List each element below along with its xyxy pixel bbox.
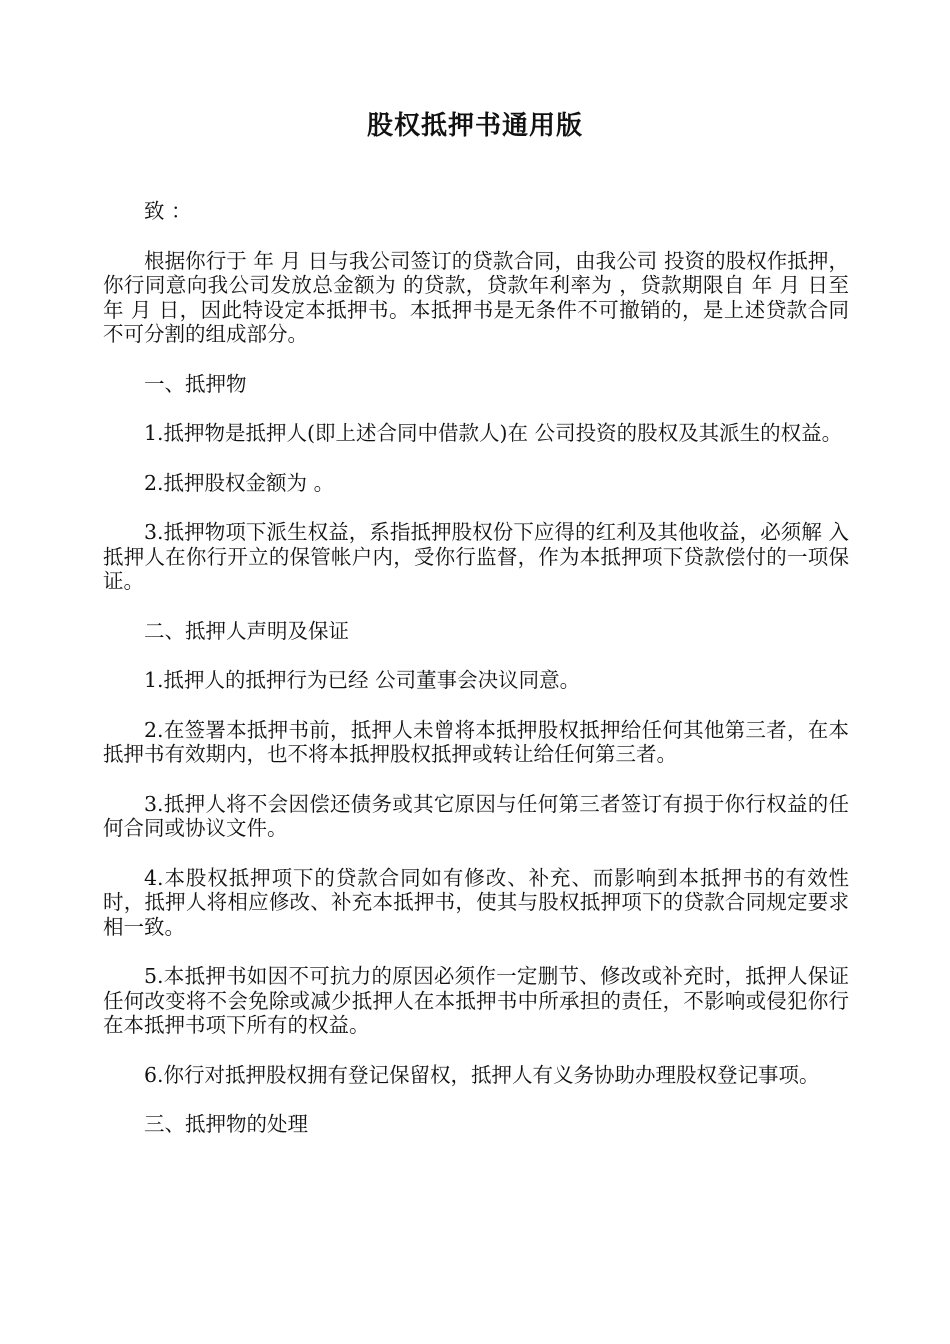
intro-paragraph: 根据你行于 年 月 日与我公司签订的贷款合同，由我公司 投资的股权作抵押，你行同意向我公司发放总金额为 的贷款，贷款年利率为 ，贷款期限自 年 月 日至 年 月 日，因此特设定本抵押书。本抵押书是无条件不可撤销的，是上述贷款合同不可分割的组成部分。 xyxy=(103,248,849,346)
salutation: 致 ： xyxy=(144,199,192,223)
document-body xyxy=(103,199,849,1162)
section-heading: 二、抵押人声明及保证 xyxy=(144,618,349,643)
document-title: 股权抵押书通用版 xyxy=(366,111,583,141)
clause-paragraph: 2.抵押股权金额为 。 xyxy=(144,470,335,495)
section-heading: 三、抵押物的处理 xyxy=(144,1112,308,1136)
clause-paragraph: 1.抵押物是抵押人(即上述合同中借款人)在 公司投资的股权及其派生的权益。 xyxy=(144,421,843,445)
clause-paragraph: 5.本抵押书如因不可抗力的原因必须作一定删节、修改或补充时，抵押人保证任何改变将不会免除或减少抵押人在本抵押书中所承担的责任，不影响或侵犯你行在本抵押书项下所有的权益。 xyxy=(103,964,849,1037)
clause-paragraph: 1.抵押人的抵押行为已经 公司董事会决议同意。 xyxy=(144,668,581,692)
clause-paragraph: 3.抵押物项下派生权益，系指抵押股权份下应得的红利及其他收益，必须解 入抵押人在你行开立的保管帐户内，受你行监督，作为本抵押项下贷款偿付的一项保证。 xyxy=(103,520,849,593)
clause-paragraph: 3.抵押人将不会因偿还债务或其它原因与任何第三者签订有损于你行权益的任何合同或协议文件。 xyxy=(103,791,849,840)
section-heading: 一、抵押物 xyxy=(144,371,247,396)
clause-paragraph: 6.你行对抵押股权拥有登记保留权，抵押人有义务协助办理股权登记事项。 xyxy=(144,1062,820,1087)
clause-paragraph: 2.在签署本抵押书前，抵押人未曾将本抵押股权抵押给任何其他第三者，在本抵押书有效期内，也不将本抵押股权抵押或转让给任何第三者。 xyxy=(103,717,849,766)
clause-paragraph: 4.本股权抵押项下的贷款合同如有修改、补充、而影响到本抵押书的有效性时，抵押人将相应修改、补充本抵押书，使其与股权抵押项下的贷款合同规定要求相一致。 xyxy=(103,865,849,939)
